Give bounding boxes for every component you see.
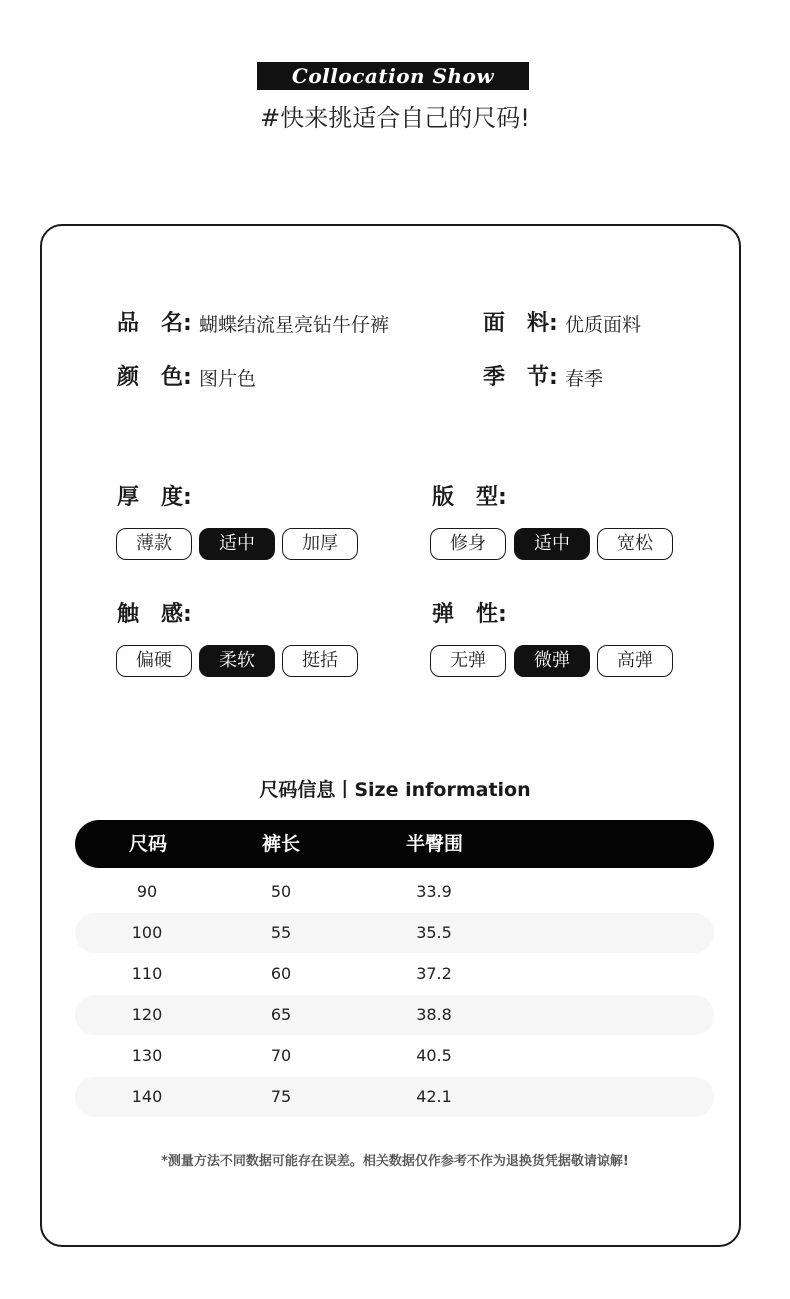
table-row: [75, 995, 714, 1035]
table-row: [75, 913, 714, 953]
cell-length: 50: [270, 882, 292, 901]
feel-option-soft-selected: 柔软: [199, 645, 275, 677]
cell-length: 55: [270, 923, 292, 942]
collocation-show-banner: Collocation Show: [257, 62, 529, 90]
cell-half-hip: 42.1: [416, 1087, 452, 1106]
cell-size: 130: [131, 1046, 163, 1065]
cell-size: 90: [136, 882, 158, 901]
season-value: 春季: [565, 368, 604, 390]
cell-size: 140: [131, 1087, 163, 1106]
color-label: 颜 色:: [117, 365, 192, 390]
cell-length: 65: [270, 1005, 292, 1024]
cell-half-hip: 38.8: [416, 1005, 452, 1024]
fabric-value: 优质面料: [565, 314, 642, 336]
elasticity-title: 弹 性:: [432, 602, 507, 627]
feel-option-stiff: 偏硬: [116, 645, 192, 677]
elasticity-option-slight-selected: 微弹: [514, 645, 590, 677]
fit-option-regular-selected: 适中: [514, 528, 590, 560]
table-row: [75, 1036, 714, 1076]
fit-option-loose: 宽松: [597, 528, 673, 560]
table-row: [75, 872, 714, 912]
fit-title: 版 型:: [432, 485, 507, 510]
thickness-title: 厚 度:: [117, 485, 192, 510]
measurement-disclaimer: *测量方法不同数据可能存在误差。相关数据仅作参考不作为退换货凭据敬请谅解!: [161, 1154, 629, 1169]
cell-half-hip: 40.5: [416, 1046, 452, 1065]
cell-length: 75: [270, 1087, 292, 1106]
cell-size: 110: [131, 964, 163, 983]
header-size: 尺码: [129, 833, 168, 855]
season-label: 季 节:: [483, 365, 558, 390]
feel-title: 触 感:: [117, 602, 192, 627]
elasticity-option-high: 高弹: [597, 645, 673, 677]
table-row: [75, 954, 714, 994]
cell-size: 120: [131, 1005, 163, 1024]
cell-size: 100: [131, 923, 163, 942]
page-subtitle: #快来挑适合自己的尺码!: [260, 104, 530, 132]
feel-option-crisp: 挺括: [282, 645, 358, 677]
thickness-option-thick: 加厚: [282, 528, 358, 560]
cell-length: 70: [270, 1046, 292, 1065]
header-half-hip: 半臀围: [406, 833, 464, 855]
color-value: 图片色: [199, 368, 257, 390]
name-value: 蝴蝶结流星亮钻牛仔裤: [199, 314, 390, 336]
elasticity-option-none: 无弹: [430, 645, 506, 677]
fabric-label: 面 料:: [483, 311, 558, 336]
table-row: [75, 1077, 714, 1117]
thickness-option-thin: 薄款: [116, 528, 192, 560]
thickness-option-medium-selected: 适中: [199, 528, 275, 560]
cell-half-hip: 35.5: [416, 923, 452, 942]
cell-half-hip: 33.9: [416, 882, 452, 901]
cell-half-hip: 37.2: [416, 964, 452, 983]
header-length: 裤长: [262, 833, 301, 855]
size-table-header: [75, 820, 714, 868]
size-table-title: 尺码信息丨Size information: [259, 779, 531, 801]
name-label: 品 名:: [117, 311, 192, 336]
cell-length: 60: [270, 964, 292, 983]
fit-option-slim: 修身: [430, 528, 506, 560]
